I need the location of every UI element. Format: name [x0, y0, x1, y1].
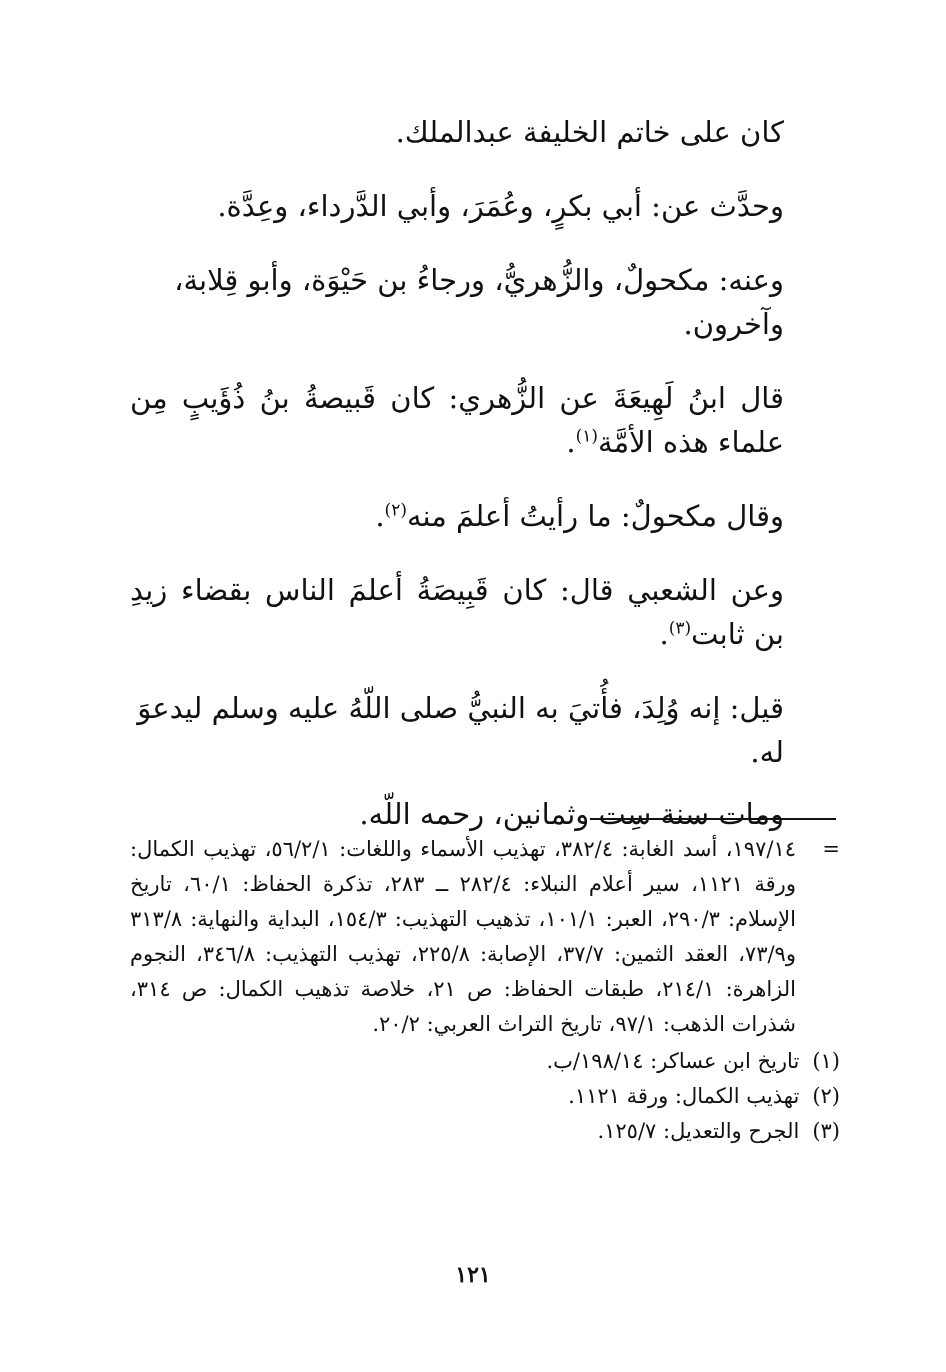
paragraph-7 — [130, 686, 840, 774]
paragraph-4-text: قال ابنُ لَهِيعَةَ عن الزُّهري: كان قَبيصةُ بنُ ذُؤَيبٍ مِن علماء هذه الأمَّة — [130, 381, 784, 459]
footnote-continuation — [130, 832, 840, 1042]
paragraph-2-text: وحدَّث عن: أبي بكرٍ، وعُمَرَ، وأبي الدَّرداء، وعِدَّة. — [217, 189, 784, 223]
footnote-2-text: تهذيب الكمال: ورقة ١١٢١. — [568, 1084, 800, 1108]
paragraph-6-period: . — [659, 617, 669, 651]
footnotes — [130, 832, 840, 1149]
paragraph-5 — [130, 494, 840, 538]
paragraph-6-text: وعن الشعبي قال: كان قَبِيصَةُ أعلمَ الناس بقضاء زيدِ بن ثابت — [130, 573, 784, 651]
footnote-1 — [130, 1044, 840, 1079]
paragraph-1 — [130, 110, 840, 154]
paragraph-1-text: كان على خاتم الخليفة عبدالملك. — [395, 115, 784, 149]
paragraph-4 — [130, 376, 840, 464]
footnote-ref-3[interactable]: (٣) — [668, 618, 692, 639]
continuation-marker: = — [822, 837, 840, 861]
footnote-2-number: (٢) — [812, 1084, 840, 1108]
paragraph-7-text: قيل: إنه وُلِدَ، فأُتيَ به النبيُّ صلى اللّهُ عليه وسلم ليدعوَ له. — [137, 691, 784, 769]
footnote-2 — [130, 1079, 840, 1114]
paragraph-5-period: . — [375, 499, 385, 533]
paragraph-8-text: ومات سنة سِت وثمانين، رحمه اللّه. — [359, 797, 784, 831]
paragraph-3-text: وعنه: مكحولٌ، والزُّهريُّ، ورجاءُ بن حَيْوَة، وأبو قِلابة، وآخرون. — [174, 263, 784, 341]
footnote-1-text: تاريخ ابن عساكر: ١٩٨/١٤/ب. — [546, 1049, 800, 1073]
footnote-ref-1[interactable]: (١) — [575, 426, 599, 447]
footnote-ref-2[interactable]: (٢) — [384, 500, 407, 521]
footnote-3-text: الجرح والتعديل: ١٢٥/٧. — [597, 1119, 800, 1143]
paragraph-3 — [130, 258, 840, 346]
paragraph-4-period: . — [566, 425, 576, 459]
paragraph-5-text: وقال مكحولٌ: ما رأيتُ أعلمَ منه — [406, 499, 784, 533]
paragraph-8 — [130, 792, 840, 836]
paragraph-6 — [130, 568, 840, 656]
main-text — [130, 110, 840, 866]
paragraph-2 — [130, 184, 840, 228]
footnote-3-number: (٣) — [812, 1119, 840, 1143]
footnote-continuation-text: ١٩٧/١٤، أسد الغابة: ٣٨٢/٤، تهذيب الأسماء واللغات: ٥٦/٢/١، تهذيب الكمال: ورقة ١١٢١، سير أعلام النبلاء: ٢٨٢/٤ ــ ٢٨٣، تذكرة الحفاظ: ٦٠/١، تاريخ الإسلام: ٢٩٠/٣، العبر: ١٠١/١، تذهيب التهذيب: ١٥٤/٣، البداية والنهاية: ٣١٣/٨ و٧٣/٩، العقد الثمين: ٣٧/٧، الإصابة: ٢٢٥/٨، تهذيب التهذيب: ٣٤٦/٨، النجوم الزاهرة: ٢١٤/١، طبقات الحفاظ: ص ٢١، خلاصة تذهيب الكمال: ص ٣١٤، شذرات الذهب: ٩٧/١، تاريخ التراث العربي: ٢٠/٢. — [130, 837, 797, 1036]
footnote-1-number: (١) — [812, 1049, 840, 1073]
page-number: ١٢١ — [455, 1262, 491, 1288]
footnote-3 — [130, 1114, 840, 1149]
footnote-divider — [590, 818, 836, 820]
